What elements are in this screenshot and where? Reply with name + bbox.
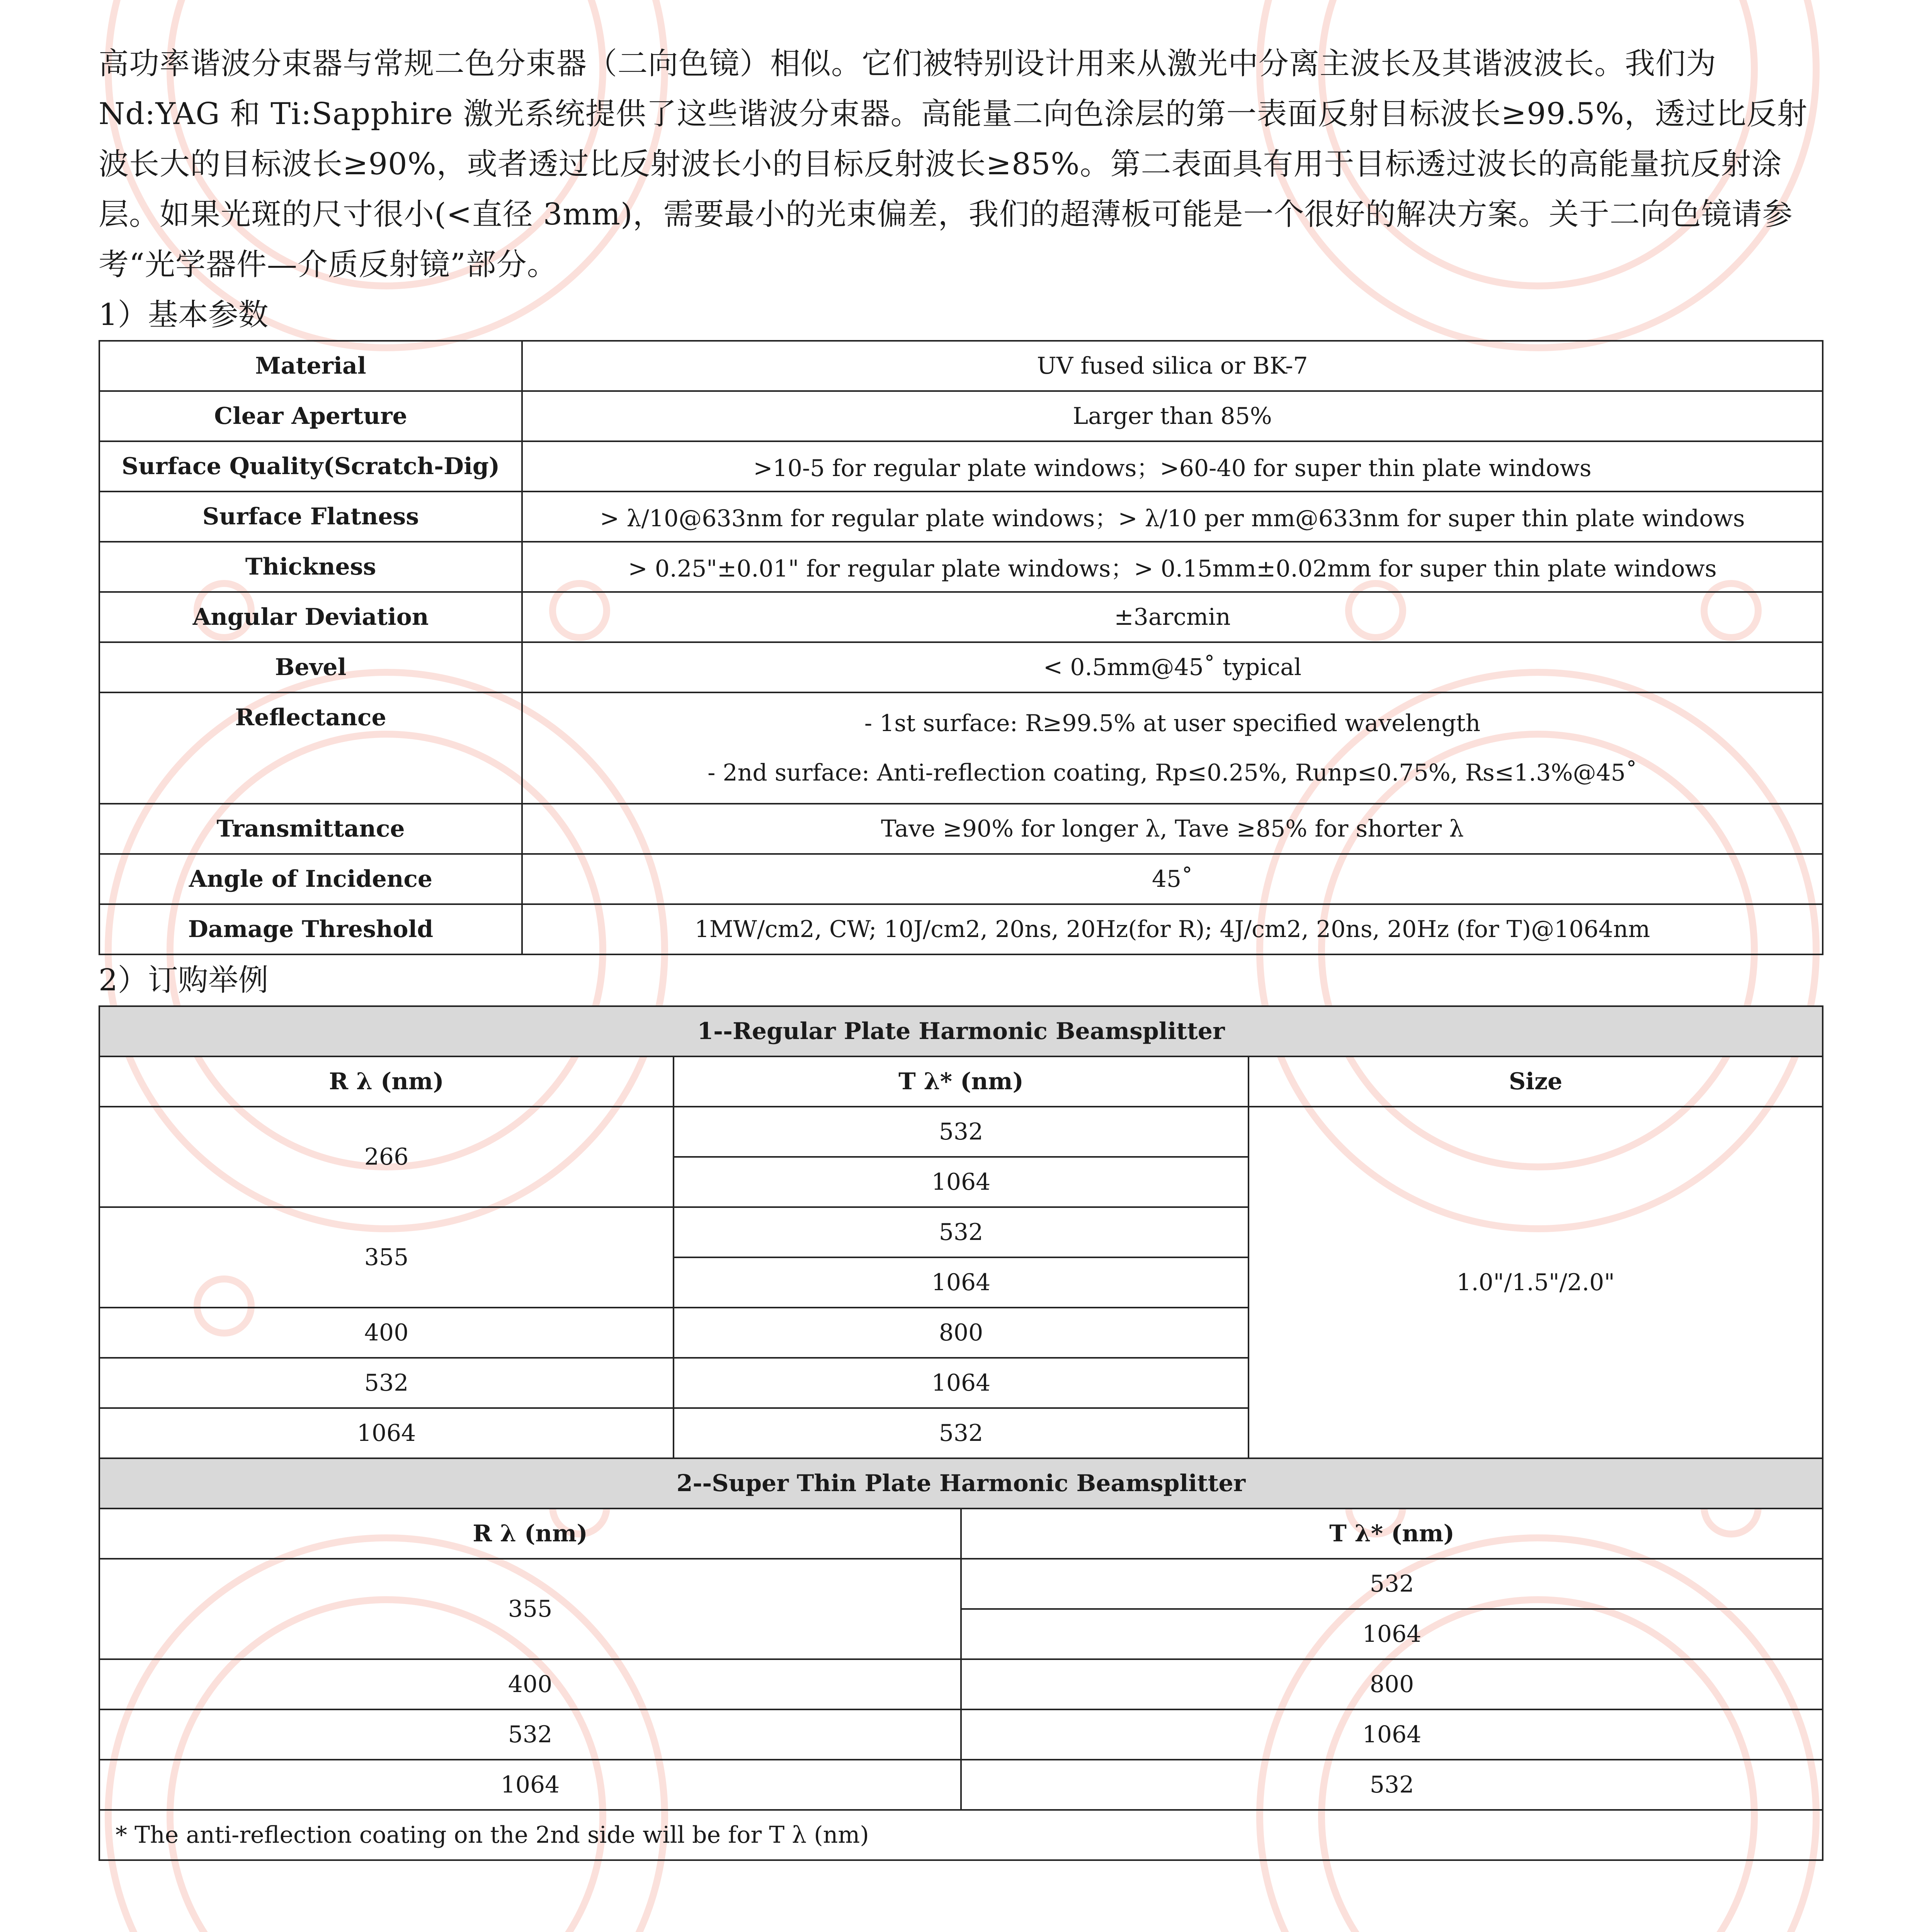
t-wavelength-cell: 1064 (674, 1157, 1249, 1207)
param-value: > λ/10@633nm for regular plate windows；> λ/10 per mm@633nm for super thin plate windows (522, 492, 1823, 542)
param-row-reflectance (99, 692, 1823, 804)
r-wavelength-cell: 400 (99, 1659, 961, 1709)
param-label: Thickness (99, 542, 522, 592)
param-row-surface-flatness (99, 492, 1823, 542)
footnote: * The anti-reflection coating on the 2nd side will be for T λ (nm) (99, 1810, 1823, 1860)
document-body (99, 39, 1822, 1861)
param-label: Bevel (99, 642, 522, 692)
t-wavelength-cell: 1064 (674, 1257, 1249, 1308)
table-row (99, 1659, 1823, 1709)
column-header-r: R λ (nm) (99, 1509, 961, 1559)
section-basic-params-title: 1）基本参数 (99, 298, 269, 332)
group-header-super-thin-plate (99, 1458, 1823, 1509)
param-row-clear-aperture (99, 391, 1823, 441)
t-wavelength-cell: 1064 (961, 1709, 1823, 1760)
t-wavelength-cell: 1064 (674, 1358, 1249, 1408)
param-label: Surface Quality(Scratch-Dig) (99, 441, 522, 492)
footnote-row (99, 1810, 1823, 1860)
param-label: Damage Threshold (99, 904, 522, 954)
column-header-size: Size (1249, 1056, 1823, 1107)
param-value: >10-5 for regular plate windows；>60-40 for super thin plate windows (522, 441, 1823, 492)
r-wavelength-cell: 1064 (99, 1408, 674, 1458)
param-row-material (99, 341, 1823, 391)
reflectance-line-1: - 1st surface: R≥99.5% at user specified wavelength (864, 710, 1481, 737)
column-header-r: R λ (nm) (99, 1056, 674, 1107)
t-wavelength-cell: 532 (674, 1107, 1249, 1157)
t-wavelength-cell: 800 (674, 1308, 1249, 1358)
param-value: Larger than 85% (522, 391, 1823, 441)
param-label: Angle of Incidence (99, 854, 522, 904)
basic-params-table (99, 340, 1823, 955)
reflectance-line-2: - 2nd surface: Anti-reflection coating, Rp≤0.25%, Runp≤0.75%, Rs≤1.3%@45˚ (708, 759, 1637, 786)
t-wavelength-cell: 1064 (961, 1609, 1823, 1659)
t-wavelength-cell: 532 (961, 1559, 1823, 1609)
t-wavelength-cell: 532 (674, 1207, 1249, 1257)
t-wavelength-cell: 532 (674, 1408, 1249, 1458)
r-wavelength-cell: 532 (99, 1358, 674, 1408)
table-row (99, 1559, 1823, 1609)
order-example-table (99, 1005, 1823, 1861)
group-title: 1--Regular Plate Harmonic Beamsplitter (99, 1006, 1823, 1056)
param-row-bevel (99, 642, 1823, 692)
param-value: Tave ≥90% for longer λ, Tave ≥85% for shorter λ (522, 804, 1823, 854)
r-wavelength-cell: 400 (99, 1308, 674, 1358)
group-header-regular-plate (99, 1006, 1823, 1056)
param-label: Material (99, 341, 522, 391)
param-value: 45˚ (522, 854, 1823, 904)
param-value: UV fused silica or BK-7 (522, 341, 1823, 391)
r-wavelength-cell: 355 (99, 1559, 961, 1659)
section-order-example-title: 2）订购举例 (99, 963, 269, 998)
param-row-transmittance (99, 804, 1823, 854)
param-label: Transmittance (99, 804, 522, 854)
r-wavelength-cell: 355 (99, 1207, 674, 1308)
param-value: ±3arcmin (522, 592, 1823, 642)
table-row (99, 1760, 1823, 1810)
param-label: Reflectance (99, 692, 522, 804)
intro-paragraph: 高功率谐波分束器与常规二色分束器（二向色镜）相似。它们被特别设计用来从激光中分离主波长及其谐波波长。我们为 Nd:YAG 和 Ti:Sapphire 激光系统提供了这些谐波分束器。高能量二向色涂层的第一表面反射目标波长≥99.5%，透过比反射波长大的目标波长≥90%，或者透过比反射波长小的目标反射波长≥85%。第二表面具有用于目标透过波长的高能量抗反射涂层。如果光斑的尺寸很小(<直径 3mm)，需要最小的光束偏差，我们的超薄板可能是一个很好的解决方案。关于二向色镜请参考“光学器件—介质反射镜”部分。 (99, 46, 1808, 282)
size-cell: 1.0"/1.5"/2.0" (1249, 1107, 1823, 1458)
param-label: Surface Flatness (99, 492, 522, 542)
param-value (522, 692, 1823, 804)
r-wavelength-cell: 266 (99, 1107, 674, 1207)
param-row-thickness (99, 542, 1823, 592)
param-value: > 0.25"±0.01" for regular plate windows；> 0.15mm±0.02mm for super thin plate windows (522, 542, 1823, 592)
t-wavelength-cell: 532 (961, 1760, 1823, 1810)
r-wavelength-cell: 1064 (99, 1760, 961, 1810)
param-row-angular-deviation (99, 592, 1823, 642)
param-value: < 0.5mm@45˚ typical (522, 642, 1823, 692)
column-header-row-2 (99, 1509, 1823, 1559)
param-label: Clear Aperture (99, 391, 522, 441)
t-wavelength-cell: 800 (961, 1659, 1823, 1709)
table-row (99, 1107, 1823, 1157)
param-value: 1MW/cm2, CW; 10J/cm2, 20ns, 20Hz(for R); 4J/cm2, 20ns, 20Hz (for T)@1064nm (522, 904, 1823, 954)
column-header-t: T λ* (nm) (674, 1056, 1249, 1107)
table-row (99, 1709, 1823, 1760)
group-title: 2--Super Thin Plate Harmonic Beamsplitter (99, 1458, 1823, 1509)
param-row-damage-threshold (99, 904, 1823, 954)
param-row-angle-of-incidence (99, 854, 1823, 904)
param-label: Angular Deviation (99, 592, 522, 642)
column-header-t: T λ* (nm) (961, 1509, 1823, 1559)
r-wavelength-cell: 532 (99, 1709, 961, 1760)
param-row-surface-quality (99, 441, 1823, 492)
column-header-row (99, 1056, 1823, 1107)
